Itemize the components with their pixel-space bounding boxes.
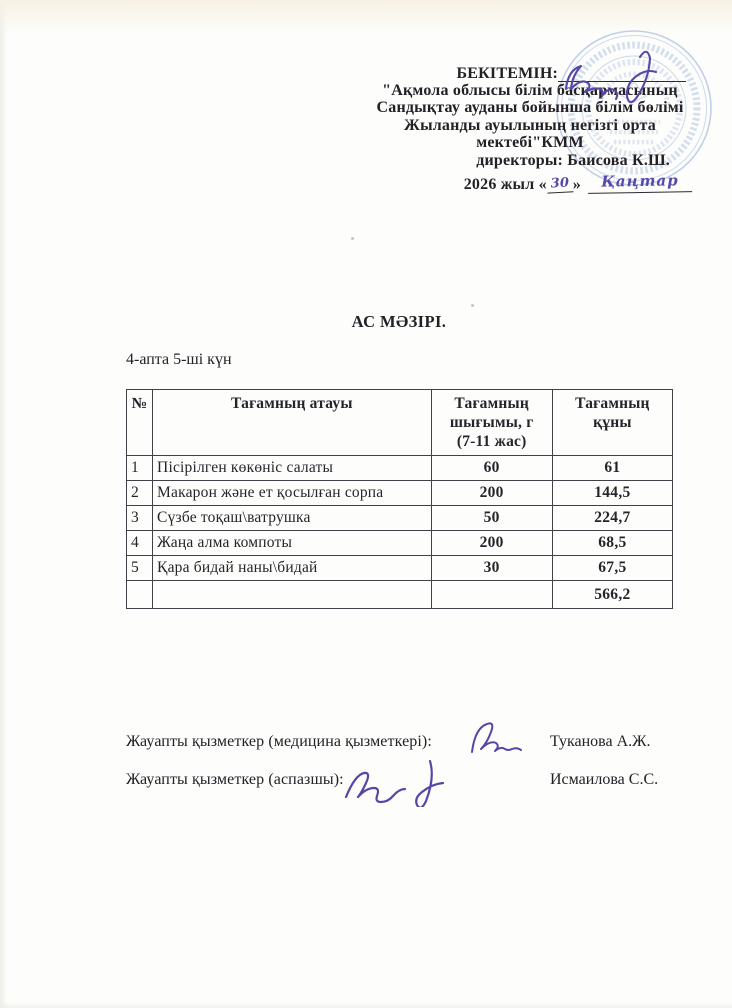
dish-amount: 30	[431, 556, 552, 581]
row-number: 1	[127, 456, 153, 481]
dish-amount: 60	[431, 456, 552, 481]
cook-signature-icon	[338, 755, 466, 807]
dish-name: Жаңа алма компоты	[153, 531, 432, 556]
scan-speck	[471, 304, 474, 307]
row-number: 3	[127, 506, 153, 531]
row-number: 2	[127, 481, 153, 506]
table-row	[127, 456, 673, 481]
dish-name: Қара бидай наны\бидай	[153, 556, 432, 581]
scan-speck	[351, 237, 354, 240]
medical-worker-signature-icon	[462, 712, 537, 760]
director-signature-icon	[554, 45, 674, 107]
approve-line	[358, 61, 702, 82]
handwritten-day: 30	[546, 174, 573, 193]
row-number: 5	[127, 556, 153, 581]
responsible-label-medical: Жауапты қызметкер (медицина қызметкері):	[126, 733, 432, 750]
menu-table	[126, 389, 673, 609]
table-row	[127, 556, 673, 581]
date-prefix: 2026 жыл «	[463, 175, 547, 193]
header-cost: Тағамның құны	[552, 390, 672, 456]
week-day-subtitle: 4-апта 5-ші күн	[126, 351, 232, 368]
header-dish-name: Тағамның атауы	[153, 390, 432, 456]
table-row	[127, 481, 673, 506]
dish-cost: 144,5	[552, 481, 672, 506]
dish-amount: 200	[431, 531, 552, 556]
dish-cost: 61	[552, 456, 672, 481]
page-title: АС МӘЗІРІ.	[351, 312, 447, 331]
responsible-name-medical: Туканова А.Ж.	[550, 733, 651, 750]
dish-name: Сүзбе тоқаш\ватрушка	[153, 506, 432, 531]
header-amount: Тағамның шығымы, г (7-11 жас)	[431, 390, 552, 456]
director-line: директоры: Баисова К.Ш.	[476, 151, 670, 169]
org-line: Сандықтау ауданы бойынша білім бөлімі	[376, 99, 684, 117]
dish-cost: 68,5	[552, 531, 672, 556]
dish-name: Пісірілген көкөніс салаты	[153, 456, 432, 481]
row-number: 4	[127, 531, 153, 556]
table-total-row	[127, 581, 673, 609]
approve-label: БЕКІТЕМІН:	[456, 64, 558, 82]
table-row	[127, 506, 673, 531]
empty-cell	[127, 581, 153, 609]
dish-amount: 50	[431, 506, 552, 531]
date-suffix: »	[572, 175, 581, 193]
handwritten-month: Қаңтар	[588, 172, 692, 194]
header-no: №	[127, 390, 153, 456]
approval-date-line	[358, 172, 702, 193]
responsible-label-cook: Жауапты қызметкер (аспазшы):	[126, 771, 344, 788]
empty-cell	[431, 581, 552, 609]
table-row	[127, 531, 673, 556]
empty-cell	[153, 581, 432, 609]
responsible-name-cook: Исмаилова С.С.	[550, 771, 659, 788]
table-header-row	[127, 390, 673, 456]
total-cost: 566,2	[552, 581, 672, 609]
dish-name: Макарон және ет қосылған сорпа	[153, 481, 432, 506]
dish-amount: 200	[431, 481, 552, 506]
dish-cost: 224,7	[552, 506, 672, 531]
dish-cost: 67,5	[552, 556, 672, 581]
approval-block	[358, 61, 702, 193]
org-line: Жыланды ауылының негізгі орта мектебі"КММ	[404, 116, 656, 152]
org-line: "Ақмола облысы білім басқармасының	[382, 82, 678, 99]
